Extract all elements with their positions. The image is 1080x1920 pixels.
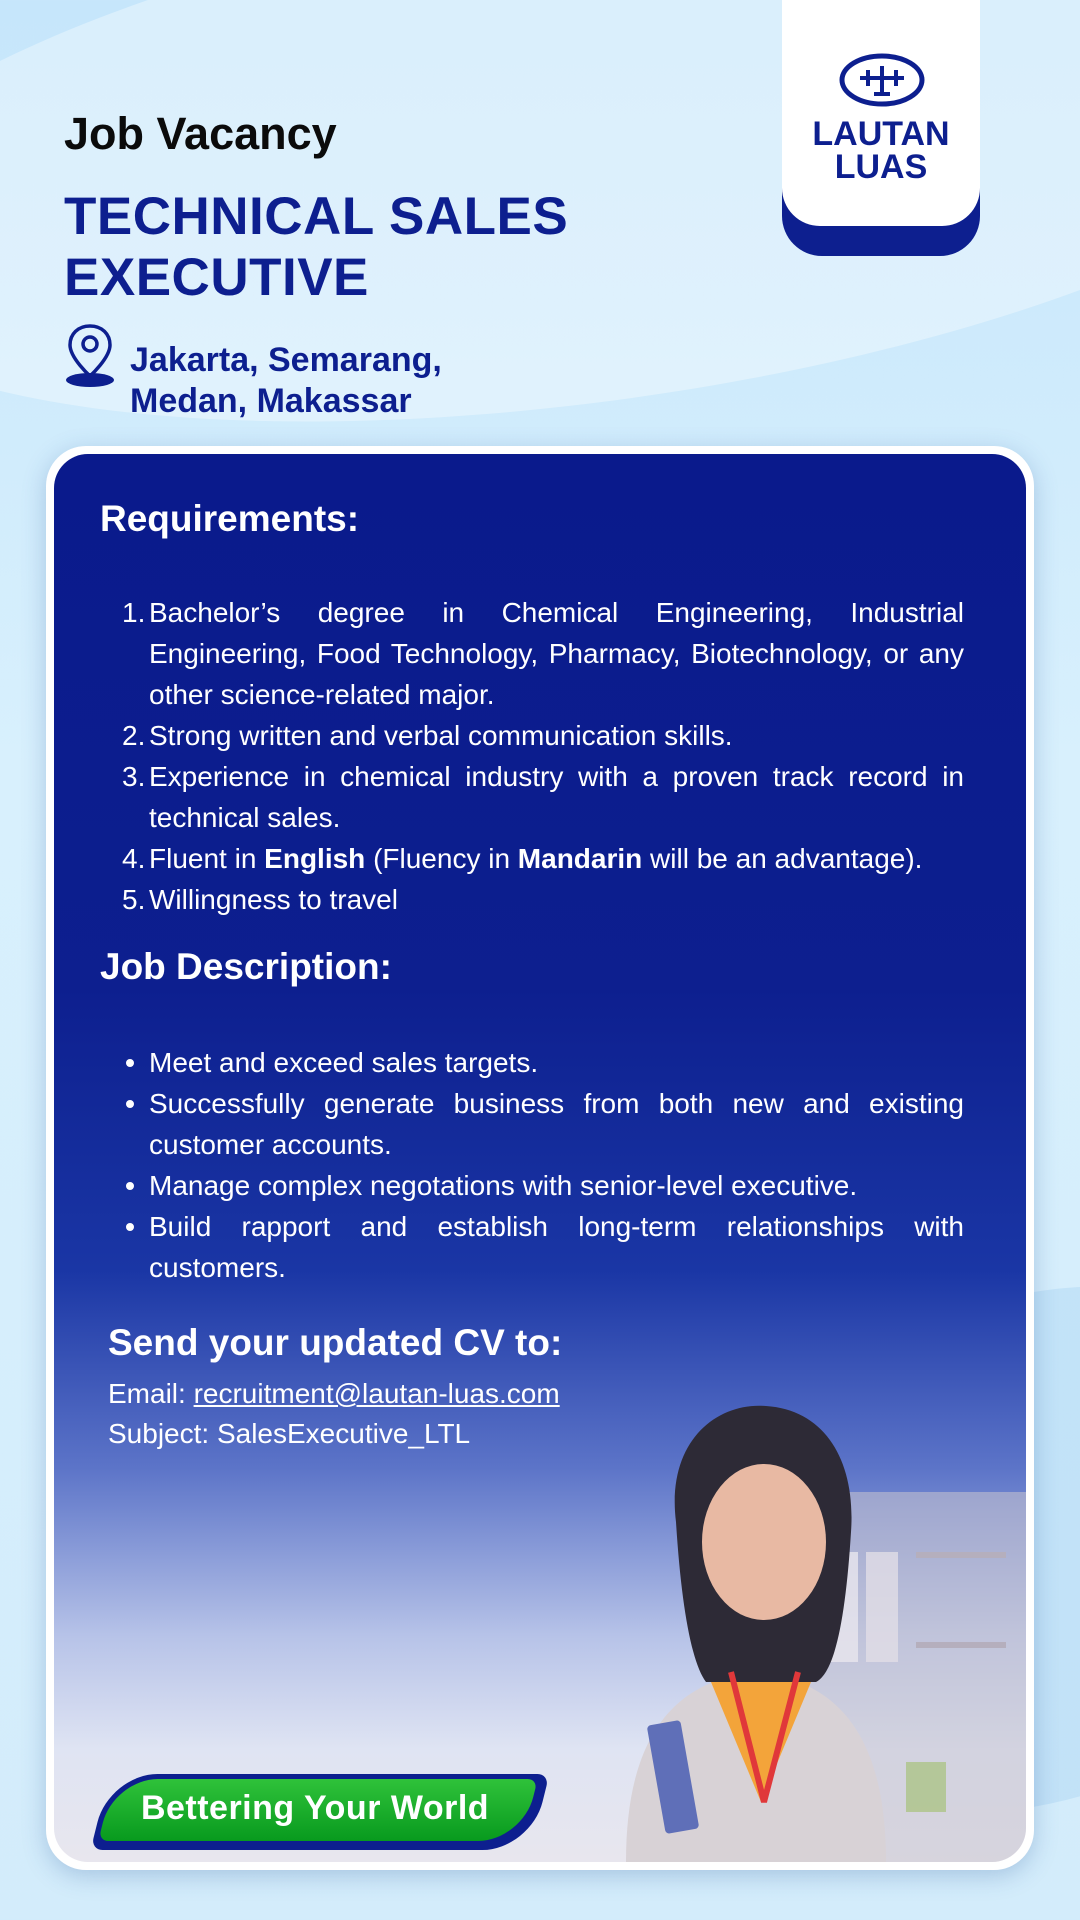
job-title: TECHNICAL SALES EXECUTIVE — [64, 187, 569, 307]
subject-value: SalesExecutive_LTL — [216, 1418, 471, 1449]
list-number: 5. — [122, 884, 146, 915]
job-vacancy-label: Job Vacancy — [64, 108, 337, 159]
list-item-text: (Fluency in — [365, 843, 518, 874]
tagline-text: Bettering Your World — [140, 1789, 490, 1827]
language-english: English — [264, 843, 366, 874]
tagline-banner — [100, 1774, 540, 1850]
company-logo — [782, 0, 980, 226]
list-item — [100, 879, 964, 920]
list-item-text: Meet and exceed sales targets. — [149, 1047, 539, 1078]
bullet-icon — [126, 1223, 134, 1231]
list-item — [100, 1165, 964, 1206]
list-item — [100, 838, 964, 879]
list-number: 4. — [122, 843, 146, 874]
logo-line-2: LUAS — [834, 148, 928, 186]
list-item-text: Bachelor’s degree in Chemical Engineering, Industrial Engineering, Food Technology, Pharmacy, Biotechnology, or any other science-related major. — [149, 597, 964, 710]
list-item-text: Build rapport and establish long-term relationships with customers. — [149, 1211, 964, 1283]
location-line-2: Medan, Makassar — [130, 382, 412, 420]
list-item-text: Fluent in — [149, 843, 265, 874]
list-item-text: Willingness to travel — [149, 884, 398, 915]
employee-photo — [506, 1382, 1026, 1862]
bullet-icon — [126, 1182, 134, 1190]
job-description-list — [100, 1042, 964, 1288]
list-number: 1. — [122, 597, 146, 628]
list-item — [100, 715, 964, 756]
location-pin-icon — [64, 322, 116, 388]
scales-emblem-icon — [838, 52, 926, 110]
job-description-heading: Job Description: — [100, 946, 392, 987]
location-text — [130, 340, 530, 422]
requirements-heading: Requirements: — [100, 498, 360, 539]
list-item-text: Experience in chemical industry with a proven track record in technical sales. — [149, 761, 964, 833]
location-line-1: Jakarta, Semarang, — [130, 341, 442, 379]
logo-line-1: LAUTAN — [812, 115, 950, 153]
list-item-text: Successfully generate business from both new and existing customer accounts. — [149, 1088, 964, 1160]
list-item — [100, 1083, 964, 1165]
language-mandarin: Mandarin — [517, 843, 643, 874]
vacancy-card — [46, 446, 1034, 1870]
list-number: 2. — [122, 720, 146, 751]
subject-label: Subject: — [108, 1418, 217, 1449]
apply-heading: Send your updated CV to: — [108, 1322, 563, 1363]
logo-wordmark — [782, 115, 980, 186]
list-item — [100, 592, 964, 715]
email-label: Email: — [108, 1378, 194, 1409]
apply-subject-line — [108, 1418, 470, 1450]
list-number: 3. — [122, 761, 146, 792]
bullet-icon — [126, 1059, 134, 1067]
list-item-text: will be an advantage). — [642, 843, 923, 874]
company-logo-card — [782, 0, 980, 256]
list-item — [100, 1042, 964, 1083]
apply-email-line — [108, 1378, 560, 1410]
vacancy-card-body — [54, 454, 1026, 1862]
list-item — [100, 756, 964, 838]
requirements-list — [100, 592, 964, 920]
email-link[interactable]: recruitment@lautan-luas.com — [193, 1378, 560, 1409]
list-item-text: Manage complex negotations with senior-level executive. — [149, 1170, 858, 1201]
list-item-text: Strong written and verbal communication skills. — [149, 720, 733, 751]
bullet-icon — [126, 1100, 134, 1108]
list-item — [100, 1206, 964, 1288]
